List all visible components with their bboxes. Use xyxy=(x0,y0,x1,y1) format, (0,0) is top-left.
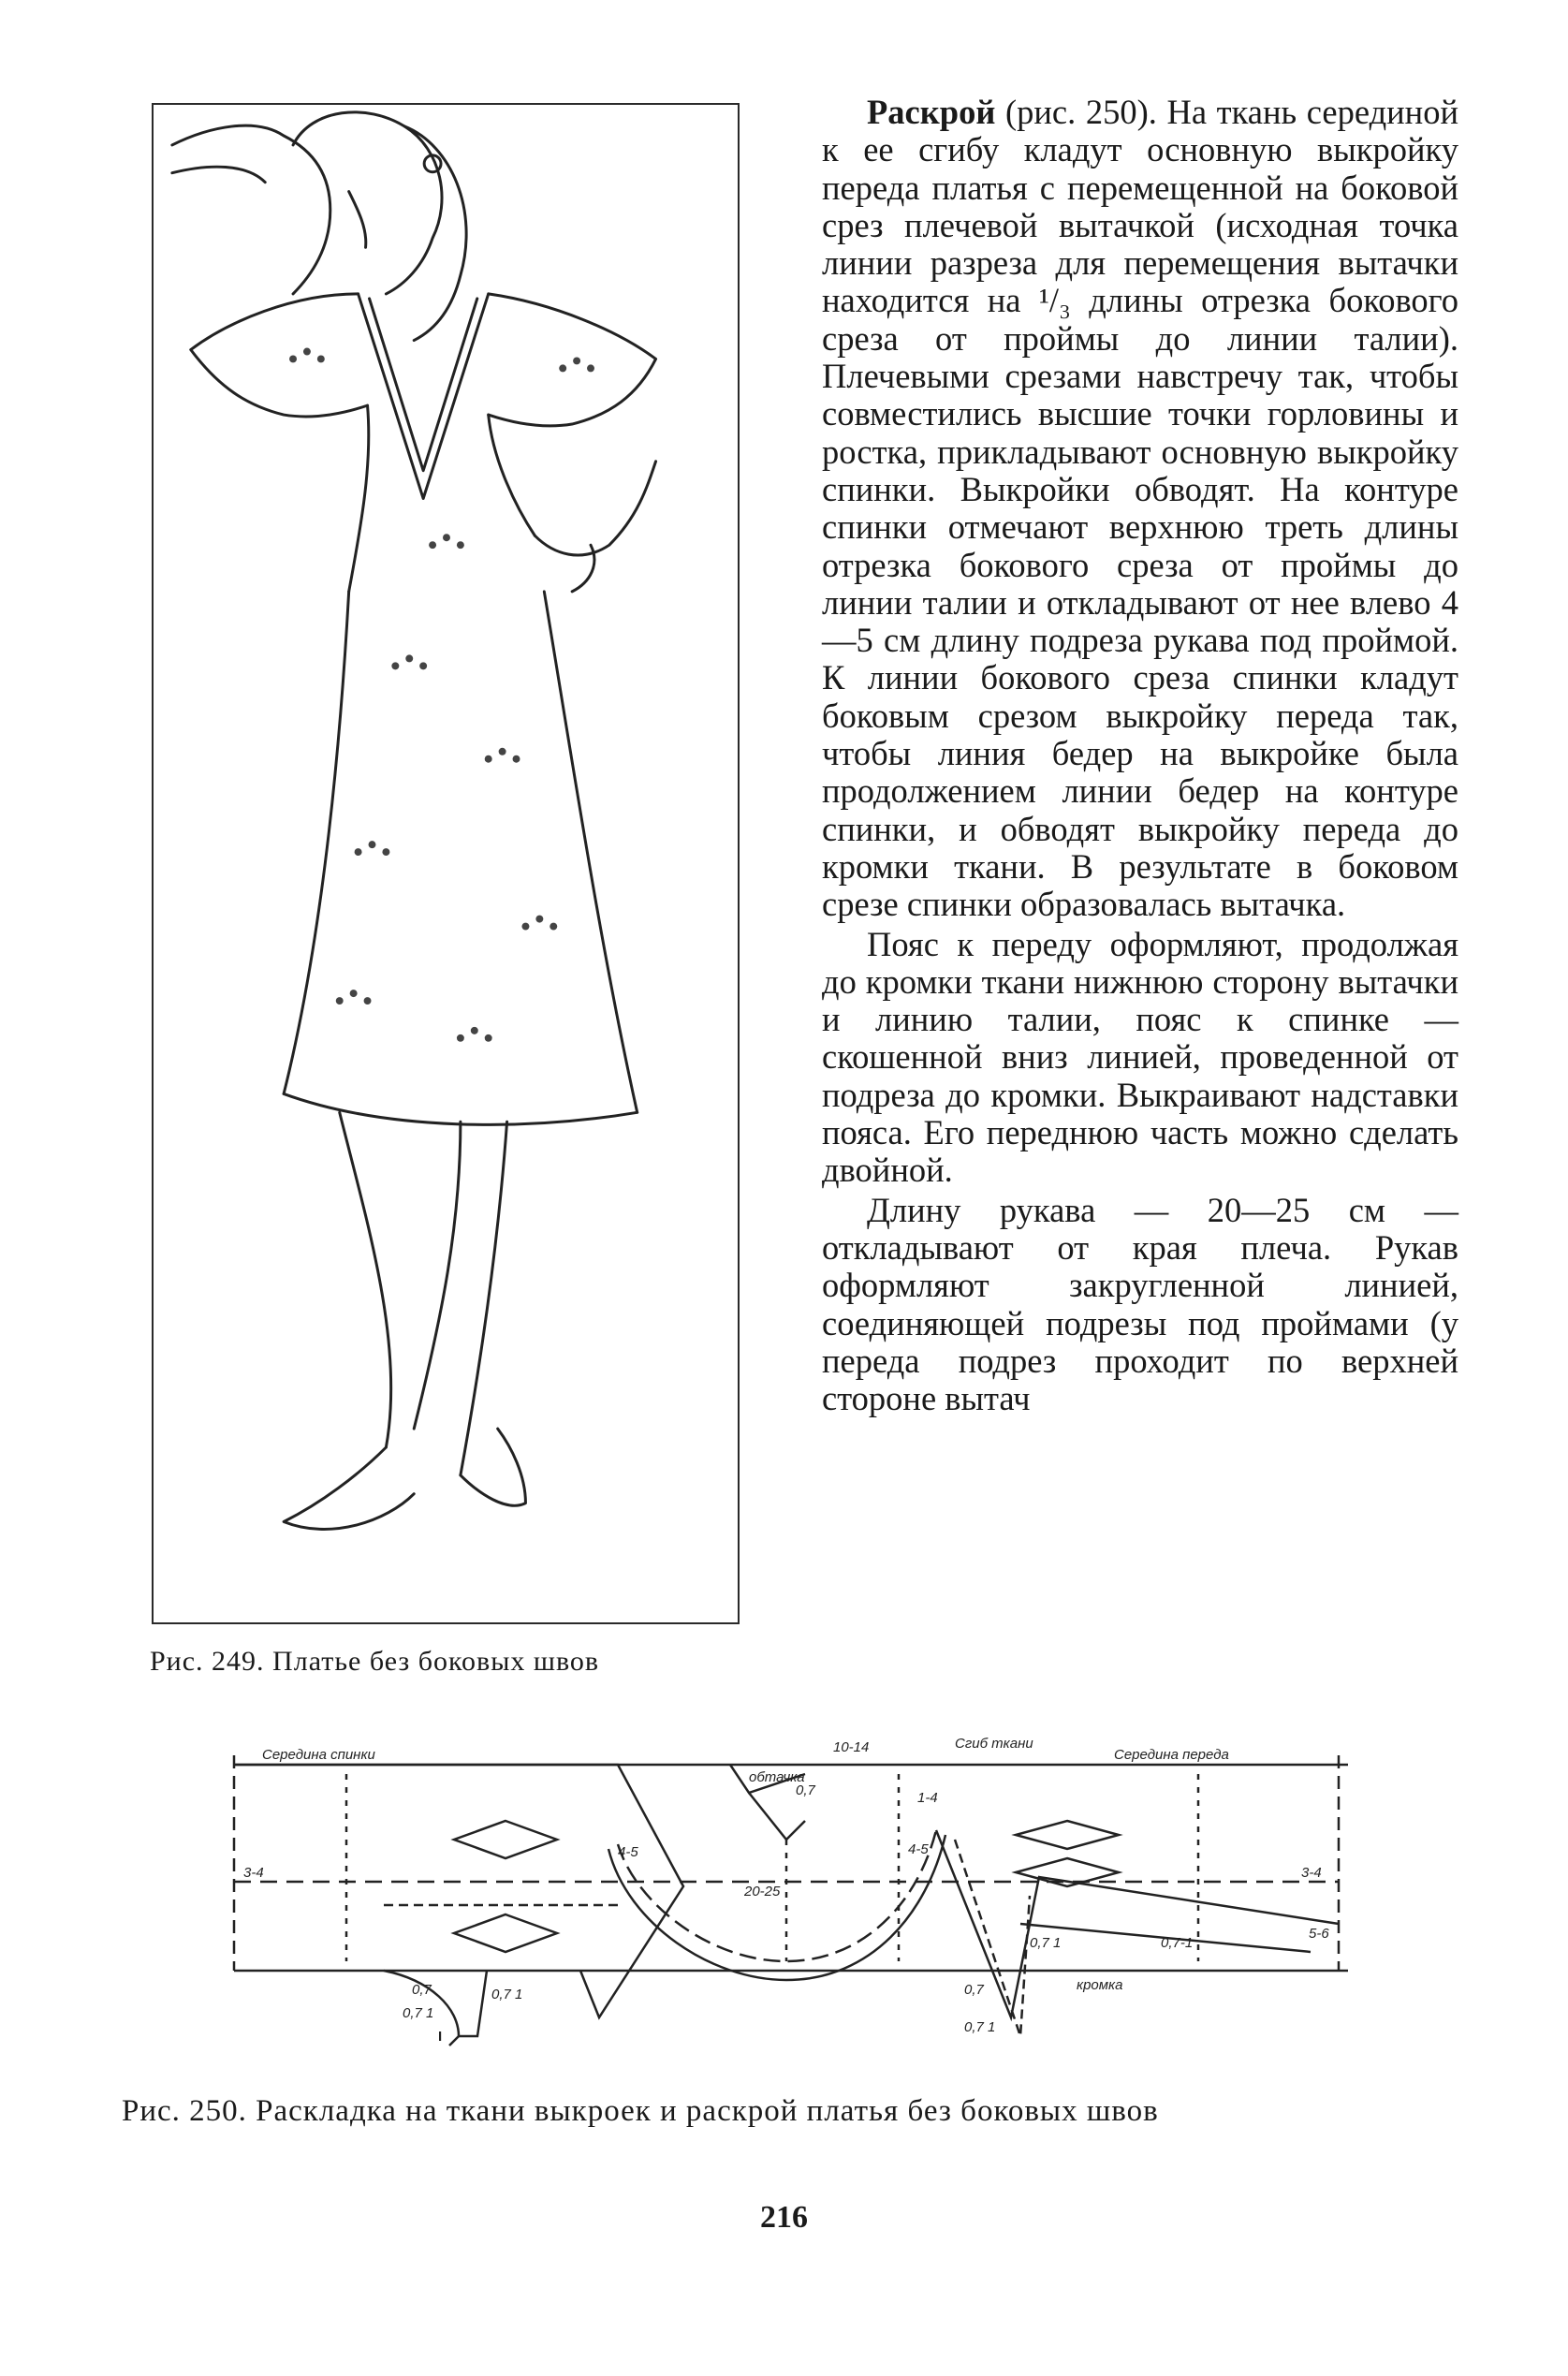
figure-249-dress-illustration xyxy=(152,103,740,1624)
label-4-5-left: 4-5 xyxy=(618,1844,638,1860)
label-facing: обтачка xyxy=(749,1769,805,1785)
page-number: 216 xyxy=(760,2200,808,2235)
label-0-7-1-a: 0,7 1 xyxy=(403,2005,434,2021)
label-fold: Сгиб ткани xyxy=(955,1737,1033,1752)
label-0-7-b: 0,7 xyxy=(964,1982,984,1998)
dress-sketch xyxy=(154,105,738,1622)
label-front-center: Середина переда xyxy=(1114,1747,1229,1763)
paragraph-1 xyxy=(822,94,1458,924)
label-4-5-mid: 4-5 xyxy=(908,1841,929,1857)
label-5-6: 5-6 xyxy=(1309,1926,1329,1942)
label-0-7-1-d: 0,7 1 xyxy=(1030,1935,1062,1951)
label-1-4: 1-4 xyxy=(917,1790,938,1806)
paragraph-2: Пояс к переду оформляют, продолжая до кромки ткани нижнюю сторону вытачки и линию талии, пояс к спинке — скошенной вниз линией, проведенной от подреза до кромки. Выкраивают надставки пояса. Его переднюю часть можно сделать двойной. xyxy=(822,924,1458,1190)
paragraph-lead: Раскрой xyxy=(867,93,996,131)
label-0-7-1-e: 0,7-1 xyxy=(1161,1935,1194,1951)
label-3-4-right: 3-4 xyxy=(1301,1865,1322,1881)
label-10-14: 10-14 xyxy=(833,1739,870,1755)
figure-250-pattern-layout xyxy=(225,1737,1348,2074)
label-0-7-1-c: 0,7 1 xyxy=(964,2019,996,2035)
figure-250-caption: Рис. 250. Раскладка на ткани выкроек и раскрой платья без боковых швов xyxy=(122,2094,1159,2128)
label-back-center: Середина спинки xyxy=(262,1747,375,1763)
label-0-7-a: 0,7 xyxy=(412,1982,432,1998)
paragraph-3: Длину рукава — 20—25 см — откладывают от края плеча. Рукав оформляют закругленной линией, соединяющей подрезы под проймами (у переда подрез проходит по верхней стороне вытач xyxy=(822,1190,1458,1418)
label-0-7-top: 0,7 xyxy=(796,1782,815,1798)
pattern-layout-diagram xyxy=(225,1737,1348,2074)
label-0-7-1-b: 0,7 1 xyxy=(491,1987,523,2002)
paragraph-1-text: (рис. 250). На ткань серединой к ее сгибу кладут основную выкройку переда платья с перемещенной на боковой срез плечевой вытачкой (исходная точка линии разреза для перемещения вытачки находится на ¹/₃ длины отрезка бокового среза от проймы до линии талии). Плечевыми срезами навстречу так, чтобы совместились высшие точки горловины и ростка, прикладывают основную выкройку спинки. Выкройки обводят. На контуре спинки отмечают верхнюю треть длины отрезка бокового среза от проймы до линии талии и откладывают от нее влево 4—5 см длину подреза рукава под проймой. К линии бокового среза спинки кладут боковым срезом выкройку переда так, чтобы линия бедер на выкройке была продолжением линии бедер на контуре спинки, и обводят выкройку переда до кромки ткани. В результате в боковом срезе спинки образовалась вытачка. xyxy=(822,93,1458,924)
label-roman-1: I xyxy=(438,2029,443,2045)
label-3-4-left: 3-4 xyxy=(243,1865,264,1881)
label-20-25: 20-25 xyxy=(744,1884,781,1899)
figure-249-caption: Рис. 249. Платье без боковых швов xyxy=(150,1646,600,1677)
body-text-column xyxy=(822,94,1458,1417)
label-selvage: кромка xyxy=(1077,1977,1123,1993)
